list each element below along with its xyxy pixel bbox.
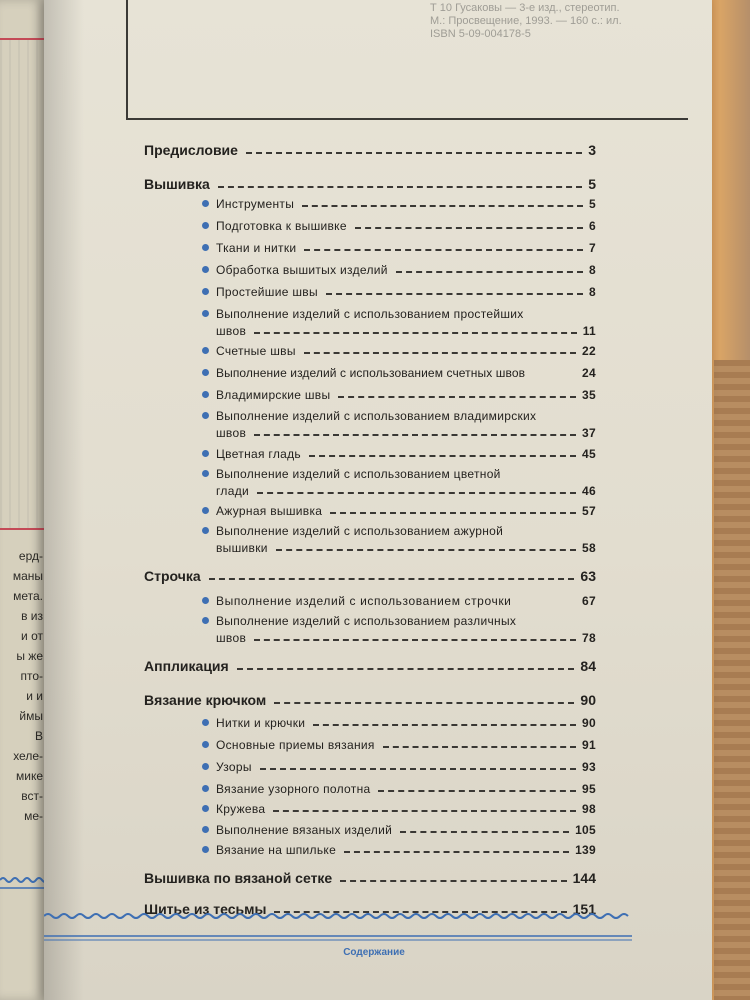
dash-leader	[218, 186, 582, 188]
dash-leader	[273, 810, 576, 812]
toc-item-title: Выполнение изделий с использованием строчки	[216, 594, 512, 608]
toc-item-title: Основные приемы вязания	[216, 738, 375, 752]
left-fragment: хеле-	[13, 749, 43, 763]
toc-page-number: 6	[589, 219, 596, 233]
imprint-line: М.: Просвещение, 1993. — 160 с.: ил.	[430, 15, 622, 27]
bullet-icon	[202, 266, 209, 273]
toc-item[interactable]	[216, 823, 596, 837]
dash-leader	[237, 668, 575, 670]
toc-section-title: Предисловие	[144, 142, 238, 158]
left-fragment: и от	[21, 629, 43, 643]
toc-item[interactable]	[216, 716, 596, 730]
toc-item-title: Ажурная вышивка	[216, 504, 323, 518]
bullet-icon	[202, 310, 209, 317]
dash-leader	[302, 205, 583, 207]
bullet-icon	[202, 597, 209, 604]
dash-leader	[209, 578, 575, 580]
bullet-icon	[202, 347, 209, 354]
dash-leader	[533, 374, 576, 376]
bullet-icon	[202, 846, 209, 853]
left-fragment: мике	[15, 769, 43, 783]
toc-item-two-line[interactable]	[216, 307, 596, 338]
toc-item[interactable]	[216, 388, 596, 402]
toc-section-title: Вязание крючком	[144, 692, 267, 708]
toc-section-title: Вышивка	[144, 176, 210, 192]
bullet-icon	[202, 805, 209, 812]
toc-page-number: 24	[582, 366, 596, 380]
toc-item-title: Ткани и нитки	[216, 241, 297, 255]
toc-item[interactable]	[216, 504, 596, 518]
dash-leader	[246, 152, 582, 154]
toc-item[interactable]	[216, 594, 596, 608]
toc-item-title: Цветная гладь	[216, 447, 301, 461]
imprint-text	[430, 2, 680, 41]
toc-item-title: Выполнение изделий с использованием цветной	[216, 467, 501, 481]
toc-item-two-line[interactable]	[216, 614, 596, 645]
toc-item-title: Выполнение изделий с использованием простейших	[216, 307, 524, 321]
left-fragment: вст-	[21, 789, 43, 803]
toc-item-title-continued: глади	[216, 484, 249, 498]
toc-item[interactable]	[216, 344, 596, 358]
dash-leader	[309, 455, 576, 457]
spine-shadow	[44, 0, 84, 1000]
toc-item[interactable]	[216, 782, 596, 796]
toc-item[interactable]	[216, 447, 596, 461]
toc-section-foreword[interactable]	[144, 142, 596, 158]
bullet-icon	[202, 470, 209, 477]
dash-leader	[344, 851, 569, 853]
toc-item-title-continued: швов	[216, 426, 247, 440]
left-fragment: ймы	[19, 709, 43, 723]
toc-page-number: 22	[582, 344, 596, 358]
bullet-icon	[202, 527, 209, 534]
dash-leader	[260, 768, 576, 770]
toc-item[interactable]	[216, 760, 596, 774]
toc-section-embroidery[interactable]	[144, 176, 596, 192]
left-fragment: ы же	[16, 649, 43, 663]
toc-item[interactable]	[216, 219, 596, 233]
footer-label: Содержание	[343, 947, 405, 958]
toc-page-number: 5	[588, 176, 596, 192]
toc-page-number: 93	[582, 760, 596, 774]
toc-item-two-line[interactable]	[216, 524, 596, 555]
bullet-icon	[202, 369, 209, 376]
toc-item-two-line[interactable]	[216, 409, 596, 440]
toc-item-title: Узоры	[216, 760, 252, 774]
bullet-icon	[202, 391, 209, 398]
toc-item-two-line[interactable]	[216, 467, 596, 498]
toc-page-number: 5	[589, 197, 596, 211]
toc-page-number: 45	[582, 447, 596, 461]
bullet-icon	[202, 412, 209, 419]
toc-page-number: 63	[580, 568, 596, 584]
toc-section-title: Строчка	[144, 568, 201, 584]
toc-item-title: Счетные швы	[216, 344, 296, 358]
dash-leader	[338, 396, 576, 398]
toc-item[interactable]	[216, 285, 596, 299]
toc-page-number: 90	[580, 692, 596, 708]
wooden-surface	[714, 360, 750, 1000]
toc-item[interactable]	[216, 263, 596, 277]
toc-page-number: 58	[582, 541, 596, 555]
left-fragment: и и	[26, 689, 43, 703]
toc-item-title: Обработка вышитых изделий	[216, 263, 388, 277]
dash-leader	[254, 639, 576, 641]
toc-item-title: Простейшие швы	[216, 285, 318, 299]
toc-section-stitching[interactable]	[144, 568, 596, 584]
left-fragment: пто-	[20, 669, 43, 683]
toc-page-number: 35	[582, 388, 596, 402]
toc-item-title: Нитки и крючки	[216, 716, 306, 730]
left-fragment: ме-	[24, 809, 43, 823]
toc-item-title: Выполнение изделий с использованием ажурной	[216, 524, 504, 538]
dash-leader	[326, 293, 583, 295]
dash-leader	[330, 512, 576, 514]
toc-item[interactable]	[216, 366, 596, 380]
dash-leader	[383, 746, 576, 748]
dash-leader	[313, 724, 576, 726]
toc-section-applique[interactable]	[144, 658, 596, 674]
toc-item-title: Вязание на шпильке	[216, 843, 337, 857]
toc-item[interactable]	[216, 241, 596, 255]
left-page-red-frame	[0, 38, 50, 530]
dash-leader	[400, 831, 569, 833]
toc-page-number: 95	[582, 782, 596, 796]
toc-page-number: 84	[580, 658, 596, 674]
dash-leader	[396, 271, 583, 273]
bullet-icon	[202, 617, 209, 624]
dash-leader	[355, 227, 583, 229]
toc-page-number: 144	[572, 870, 596, 886]
dash-leader	[274, 702, 574, 704]
bullet-icon	[202, 244, 209, 251]
bullet-icon	[202, 763, 209, 770]
dash-leader	[304, 249, 583, 251]
toc-page-number: 3	[588, 142, 596, 158]
toc-item-title: Инструменты	[216, 197, 295, 211]
toc-page-number: 90	[582, 716, 596, 730]
toc-item-title: Вязание узорного полотна	[216, 782, 371, 796]
toc-page-number: 67	[582, 594, 596, 608]
dash-leader	[254, 332, 577, 334]
dash-leader	[254, 434, 576, 436]
toc-page-number: 7	[589, 241, 596, 255]
bullet-icon	[202, 719, 209, 726]
left-fragment: мета.	[13, 589, 43, 603]
left-fragment: В	[34, 729, 43, 743]
bullet-icon	[202, 741, 209, 748]
bullet-icon	[202, 222, 209, 229]
dash-leader	[276, 549, 576, 551]
bullet-icon	[202, 507, 209, 514]
toc-section-title: Вышивка по вязаной сетке	[144, 870, 333, 886]
toc-item[interactable]	[216, 802, 596, 816]
left-fragment: маны	[12, 569, 43, 583]
toc-page-number: 57	[582, 504, 596, 518]
toc-item[interactable]	[216, 843, 596, 857]
left-page-fragment	[0, 0, 46, 1000]
toc-item-title: Выполнение изделий с использованием владимирских	[216, 409, 537, 423]
toc-page-number: 37	[582, 426, 596, 440]
toc-page-number: 46	[582, 484, 596, 498]
toc-page-number: 139	[575, 843, 596, 857]
bullet-icon	[202, 826, 209, 833]
left-fragment: в из	[21, 609, 43, 623]
toc-section-crochet[interactable]	[144, 692, 596, 708]
toc-item-title: Выполнение изделий с использованием счетных швов	[216, 366, 526, 380]
toc-section-title: Аппликация	[144, 658, 229, 674]
toc-page-number: 78	[582, 631, 596, 645]
toc-item-title: Владимирские швы	[216, 388, 331, 402]
toc-item[interactable]	[216, 738, 596, 752]
bullet-icon	[202, 450, 209, 457]
dash-leader	[378, 790, 576, 792]
toc-item-title: Кружева	[216, 802, 266, 816]
dash-leader	[257, 492, 576, 494]
toc-item-title-continued: швов	[216, 631, 247, 645]
bullet-icon	[202, 288, 209, 295]
toc-item-title: Подготовка к вышивке	[216, 219, 347, 233]
contents-page	[44, 0, 712, 1000]
toc-item[interactable]	[216, 197, 596, 211]
toc-item-title-continued: вышивки	[216, 541, 268, 555]
toc-page-number: 8	[589, 285, 596, 299]
toc-page-number: 11	[582, 324, 596, 338]
footer-wave-border	[44, 910, 712, 950]
dash-leader	[340, 880, 566, 882]
toc-page-number: 105	[575, 823, 596, 837]
toc-section-mesh-embroidery[interactable]	[144, 870, 596, 886]
toc-page-number: 91	[582, 738, 596, 752]
toc-page-number: 98	[582, 802, 596, 816]
toc-item-title: Выполнение вязаных изделий	[216, 823, 393, 837]
toc-item-title: Выполнение изделий с использованием различных	[216, 614, 517, 628]
toc-page-number: 151	[572, 901, 596, 917]
bullet-icon	[202, 200, 209, 207]
left-fragment: ерд-	[18, 549, 43, 563]
bullet-icon	[202, 785, 209, 792]
imprint-line: Т 10 Гусаковы — 3-е изд., стереотип.	[430, 2, 620, 14]
toc-section-title: Шитье из тесьмы	[144, 901, 267, 917]
dash-leader	[519, 602, 576, 604]
left-wave-border	[0, 872, 46, 912]
toc-page-number: 8	[589, 263, 596, 277]
imprint-line: ISBN 5-09-004178-5	[430, 28, 531, 40]
toc-item-title-continued: швов	[216, 324, 247, 338]
left-page-text	[3, 546, 43, 826]
dash-leader	[304, 352, 576, 354]
